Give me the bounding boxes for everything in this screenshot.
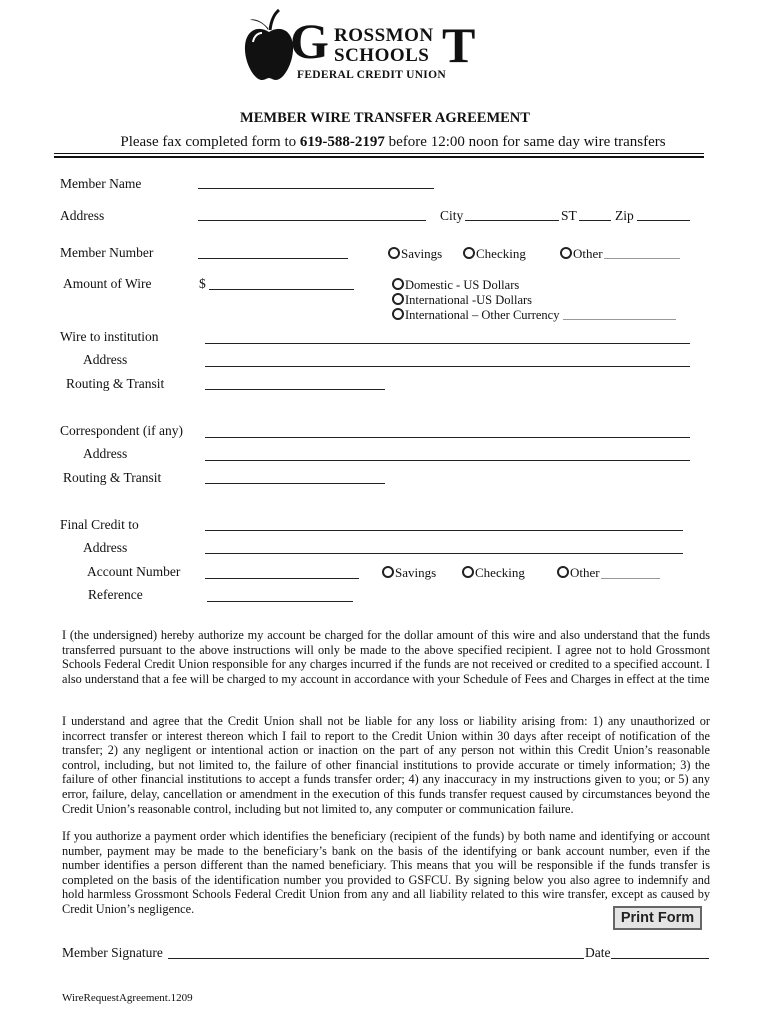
international-us-radio[interactable] [392, 293, 532, 307]
radio-icon [382, 566, 394, 578]
member-other-field[interactable] [604, 258, 680, 259]
signature-field[interactable] [168, 958, 584, 959]
checking-label: Checking [476, 246, 526, 261]
amount-field[interactable] [209, 289, 354, 290]
savings-label: Savings [401, 246, 443, 261]
date-label: Date [585, 945, 611, 960]
savings-label: Savings [395, 565, 437, 580]
logo [244, 8, 484, 86]
member-checking-radio[interactable] [463, 247, 526, 260]
member-savings-radio[interactable] [388, 247, 442, 260]
logo-big-g: G [290, 13, 329, 69]
member-name-field[interactable] [198, 188, 434, 189]
institution-routing-field[interactable] [205, 389, 385, 390]
member-number-label: Member Number [60, 245, 154, 260]
signature-label: Member Signature [62, 945, 163, 960]
institution-field[interactable] [205, 343, 690, 344]
radio-icon [557, 566, 569, 578]
international-us-label: International -US Dollars [405, 293, 533, 307]
address-field[interactable] [198, 220, 426, 221]
fax-number: 619-588-2197 [299, 134, 385, 150]
domestic-label: Domestic - US Dollars [405, 278, 520, 292]
radio-icon [388, 247, 400, 259]
radio-icon [392, 308, 404, 320]
correspondent-routing-field[interactable] [205, 483, 385, 484]
final-address-label: Address [83, 540, 128, 555]
print-form-button[interactable]: Print Form [613, 906, 702, 930]
institution-address-label: Address [83, 352, 128, 367]
final-other-radio[interactable] [557, 566, 600, 579]
other-label: Other [570, 565, 600, 580]
logo-line3: FEDERAL CREDIT UNION [297, 69, 446, 81]
domestic-radio[interactable] [392, 278, 519, 292]
final-checking-radio[interactable] [462, 566, 525, 579]
final-address-field[interactable] [205, 553, 683, 554]
radio-icon [462, 566, 474, 578]
footer-form-id: WireRequestAgreement.1209 [62, 992, 193, 1004]
logo-line2: SCHOOLS [334, 45, 430, 66]
radio-icon [392, 293, 404, 305]
final-credit-field[interactable] [205, 530, 683, 531]
fax-pre: Please fax completed form to [120, 134, 300, 150]
radio-icon [392, 278, 404, 290]
member-other-radio[interactable] [560, 247, 603, 260]
form-title: MEMBER WIRE TRANSFER AGREEMENT [240, 110, 530, 126]
title-divider [54, 153, 704, 158]
fax-instructions [0, 135, 770, 150]
institution-label: Wire to institution [60, 329, 159, 344]
correspondent-routing-label: Routing & Transit [63, 470, 162, 485]
zip-field[interactable] [637, 220, 690, 221]
apple-logo-icon [244, 8, 294, 82]
international-other-label: International – Other Currency [405, 308, 560, 322]
radio-icon [560, 247, 572, 259]
final-other-field[interactable] [601, 578, 660, 579]
date-field[interactable] [611, 958, 709, 959]
dollar-sign: $ [199, 276, 206, 291]
liability-paragraph: I understand and agree that the Credit Union shall not be liable for any loss or liability arising from: 1) any unauthorized or incorrect transfer or interest thereon which I fail to report to the Credit Union within 30 days after receipt of notification of the transfer; 2) any negligent or intentional action or inaction on the part of any person not within this Credit Union’s reasonable control, including, but not limited to, the failure of other financial institutions to provide accurate or timely information; 3) the failure of other financial institutions to accept a funds transfer order; 4) any inaccuracy in my instructions given to you; or 5) any error, failure, delay, cancellation or amendment in the execution of this funds transfer request caused by circumstances beyond the Credit Union’s reasonable control, including but not limited to, any computer or communication failure. [62, 714, 710, 816]
checking-label: Checking [475, 565, 525, 580]
final-credit-label: Final Credit to [60, 517, 139, 532]
institution-routing-label: Routing & Transit [66, 376, 165, 391]
authorization-paragraph: I (the undersigned) hereby authorize my account be charged for the dollar amount of this wire and also understand that the funds transferred pursuant to the above instructions will only be made to the above specified recipient. I agree not to hold Grossmont Schools Federal Credit Union responsible for any charges incurred if the funds are not received or credited to a specified account. I also understand that a fee will be charged to my account in accordance with your Schedule of Fees and Charges in effect at the time [62, 628, 710, 686]
other-label: Other [573, 246, 603, 261]
reference-label: Reference [88, 587, 143, 602]
account-number-label: Account Number [87, 564, 181, 579]
member-number-field[interactable] [198, 258, 348, 259]
logo-line1: ROSSMON [334, 25, 434, 46]
correspondent-field[interactable] [205, 437, 690, 438]
account-number-field[interactable] [205, 578, 359, 579]
currency-field[interactable] [563, 319, 676, 320]
correspondent-label: Correspondent (if any) [60, 423, 183, 438]
reference-field[interactable] [207, 601, 353, 602]
correspondent-address-field[interactable] [205, 460, 690, 461]
amount-label: Amount of Wire [63, 276, 152, 291]
correspondent-address-label: Address [83, 446, 128, 461]
fax-post: before 12:00 noon for same day wire transfers [384, 134, 666, 150]
logo-big-t: T [442, 17, 476, 73]
international-other-radio[interactable] [392, 308, 559, 322]
zip-label: Zip [615, 208, 634, 223]
member-name-label: Member Name [60, 176, 142, 191]
st-label: ST [561, 208, 577, 223]
st-field[interactable] [579, 220, 611, 221]
final-savings-radio[interactable] [382, 566, 436, 579]
beneficiary-paragraph: If you authorize a payment order which identifies the beneficiary (recipient of the funds) by both name and identifying or account number, payment may be made to the beneficiary’s bank on the basis of the identifying or bank account number, even if the number identifies a person different than the named beneficiary. This means that you will be responsible if the funds transfer is completed on the basis of the identification number you provided to GSFCU. By signing below you also agree to indemnify and hold harmless Grossmont Schools Federal Credit Union from any and all liability related to this wire transfer, except as caused by Credit Union’s negligence. [62, 829, 710, 916]
radio-icon [463, 247, 475, 259]
address-label: Address [60, 208, 105, 223]
city-field[interactable] [465, 220, 559, 221]
city-label: City [440, 208, 464, 223]
institution-address-field[interactable] [205, 366, 690, 367]
